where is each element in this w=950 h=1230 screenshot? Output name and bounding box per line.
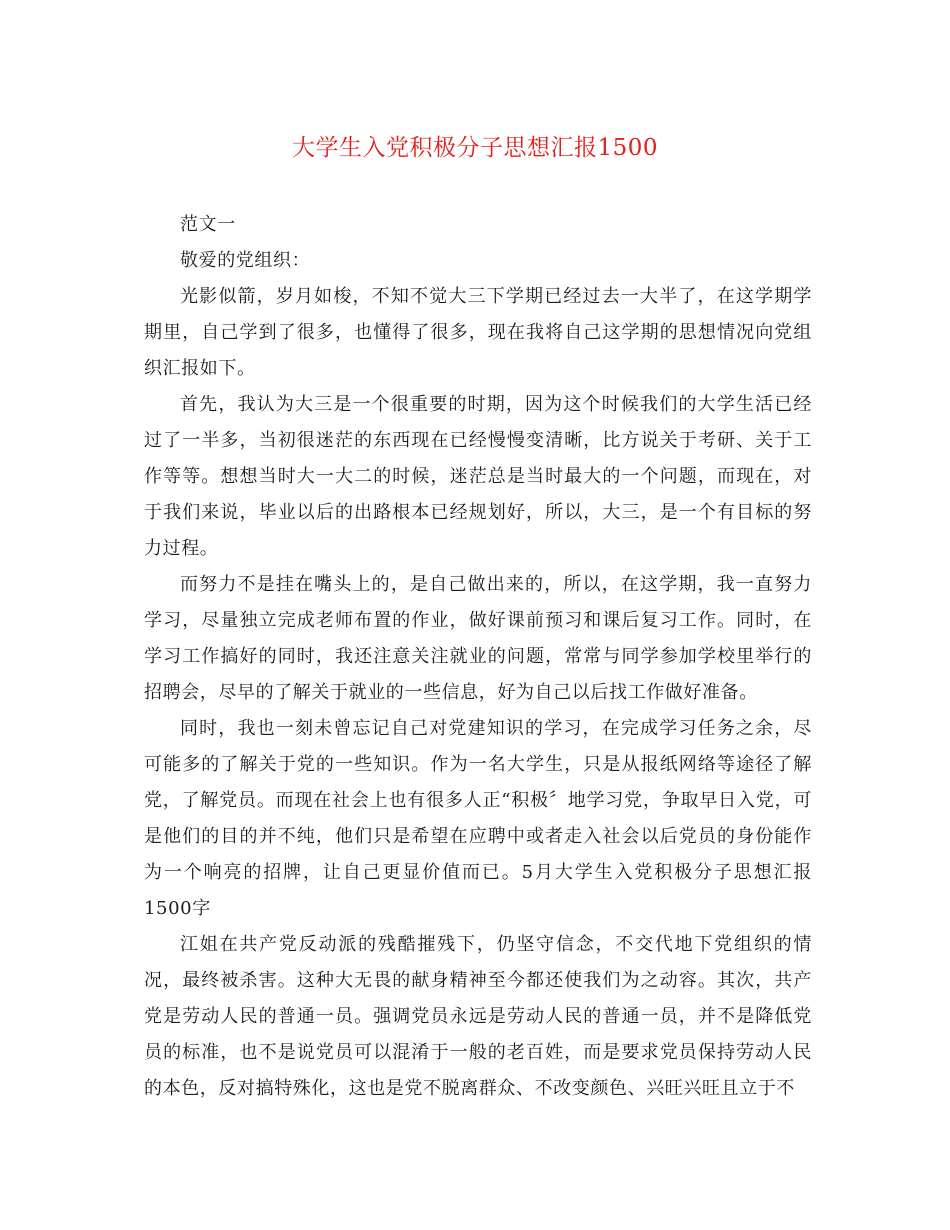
- paragraph-effort: 而努力不是挂在嘴头上的，是自己做出来的，所以，在这学期，我一直努力学习，尽量独立完成老师布置的作业，做好课前预习和课后复习工作。同时，在学习工作搞好的同时，我还注意关注就业的问题，常常与同学参加学校里举行的招聘会，尽早的了解关于就业的一些信息，好为自己以后找工作做好准备。: [144, 574, 812, 703]
- document-body: [144, 207, 812, 1107]
- paragraph-salutation: 敬爱的党组织：: [180, 250, 311, 271]
- paragraph-first: 首先，我认为大三是一个很重要的时期，因为这个时候我们的大学生活已经过了一半多，当初很迷茫的东西现在已经慢慢变清晰，比方说关于考研、关于工作等等。想想当时大一大二的时候，迷茫总是当时最大的一个问题，而现在，对于我们来说，毕业以后的出路根本已经规划好，所以，大三，是一个有目标的努力过程。: [144, 394, 812, 559]
- document-title: 大学生入党积极分子思想汇报1500: [291, 135, 659, 161]
- paragraph-intro: 光影似箭，岁月如梭，不知不觉大三下学期已经过去一大半了，在这学期学期里，自己学到了很多，也懂得了很多，现在我将自己这学期的思想情况向党组织汇报如下。: [144, 286, 812, 379]
- paragraph-party-study: 同时，我也一刻未曾忘记自己对党建知识的学习，在完成学习任务之余，尽可能多的了解关于党的一些知识。作为一名大学生，只是从报纸网络等途径了解党，了解党员。而现在社会上也有很多人正“积极〞地学习党，争取早日入党，可是他们的目的并不纯，他们只是希望在应聘中或者走入社会以后党员的身份能作为一个响亮的招牌，让自己更显价值而已。5月大学生入党积极分子思想汇报1500字: [144, 718, 812, 919]
- paragraph-greeting-label: 范文一: [180, 214, 236, 235]
- paragraph-jiang-jie: 江姐在共产党反动派的残酷摧残下，仍坚守信念，不交代地下党组织的情况，最终被杀害。这种大无畏的献身精神至今都还使我们为之动容。其次，共产党是劳动人民的普通一员。强调党员永远是劳动人民的普通一员，并不是降低党员的标准，也不是说党员可以混淆于一般的老百姓，而是要求党员保持劳动人民的本色，反对搞特殊化，这也是党不脱离群众、不改变颜色、兴旺兴旺且立于不: [144, 934, 812, 1099]
